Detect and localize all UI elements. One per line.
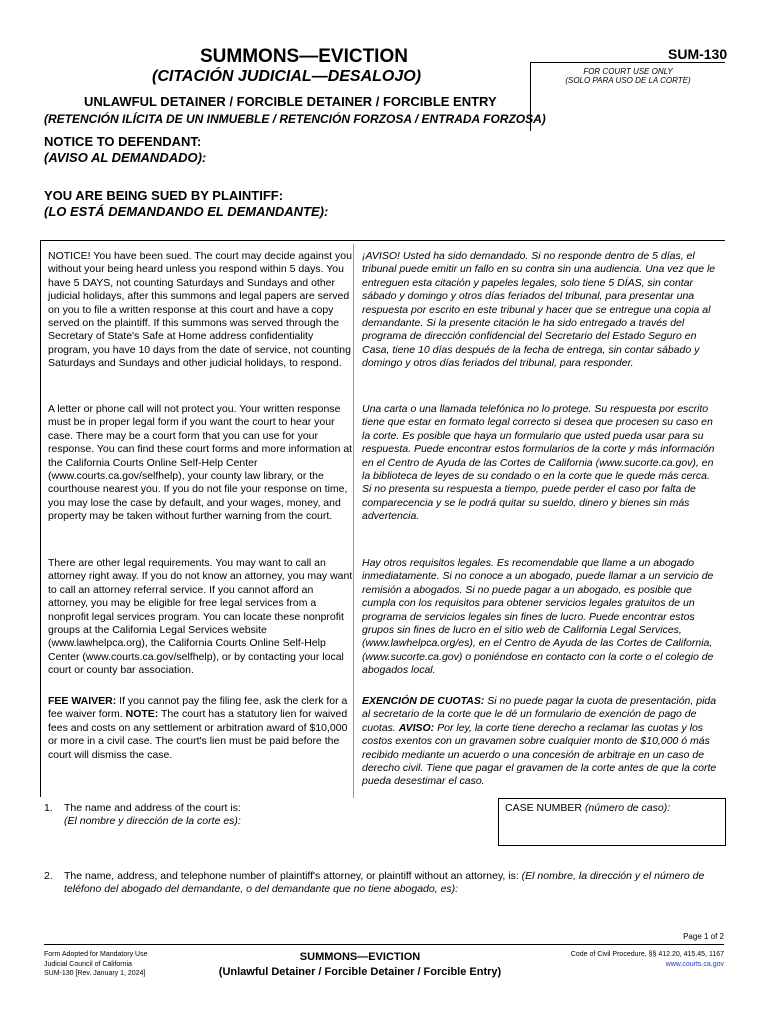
case-number-box[interactable] (498, 798, 726, 846)
footer-subtitle: (Unlawful Detainer / Forcible Detainer / Forcible Entry) (218, 966, 502, 978)
item-1-number: 1. (44, 802, 53, 814)
item-2-number: 2. (44, 870, 53, 882)
notice-to-defendant (44, 134, 206, 166)
form-number: SUM-130 (668, 46, 728, 62)
notice-paragraph-1-en: NOTICE! You have been sued. The court may decide against you without your being heard unless you respond within 5 days. You have 5 DAYS, not counting Saturdays and Sundays and other judicial holidays, after this summons and legal papers are served on you to file a written response at this court and have a copy served on the plaintiff. If this summons was served through the Secretary of State's Safe at Home address confidentiality program, you have 10 days from the date of service, not counting Saturdays and Sundays and other judicial holidays, to respond. (48, 250, 352, 370)
notice-paragraph-3-en: There are other legal requirements. You may want to call an attorney right away. If you do not know an attorney, you may want to call an attorney referral service. If you cannot afford an attorney, you may be eligible for free legal services from a nonprofit legal services program. You can locate these nonprofit groups at the California Legal Services website (www.lawhelpca.org), the California Courts Online Self-Help Center (www.courts.ca.gov/selfhelp), or by contacting your local court or county bar association. (48, 557, 353, 677)
footer-council: Judicial Council of California (44, 960, 132, 968)
fee-waiver-label-es: EXENCIÓN DE CUOTAS: (362, 695, 485, 707)
court-use-label: FOR COURT USE ONLY (583, 67, 673, 76)
form-subtitle-es: (CITACIÓN JUDICIAL—DESALOJO) (152, 68, 422, 85)
attorney-label: The name, address, and telephone number of plaintiff's attorney, or plaintiff without an attorney, is: (64, 870, 519, 882)
footer-title-block (180, 950, 540, 980)
fee-waiver-text-es-a: Si no puede pagar la cuota de presentación, pida al secretario de la corte que le dé un formulario de exención de pago de cuotas. (362, 695, 717, 734)
defendant-label-es: (AVISO AL DEMANDADO): (44, 150, 207, 165)
footer-revision: SUM-130 [Rev. January 1, 2024] (44, 970, 146, 977)
attorney-label-es: (El nombre, la dirección y el número de teléfono del abogado del demandante, o del demandante que no tiene abogado, es): (64, 870, 705, 896)
fee-waiver-note-es: AVISO: (398, 721, 435, 734)
fee-waiver-note: NOTE: (125, 708, 159, 721)
fee-waiver-text-es-b: Por ley, la corte tiene derecho a reclamar las cuotas y los costos exentos con un gravamen sobre cualquier monto de $10,000 ó más recibido mediante un acuerdo o una concesión de arbitraje en un caso de derecho civil. Tiene que pagar el gravamen de la corte antes de que la corte pueda desestimar el caso. (362, 721, 717, 788)
footer-right (530, 950, 724, 969)
item-1 (64, 802, 241, 829)
footer-adopted: Form Adopted for Mandatory Use (44, 951, 148, 958)
footer-code: Code of Civil Procedure, §§ 412.20, 415.45, 1167 (570, 951, 724, 958)
courts-website-link[interactable]: www.courts.ca.gov (665, 960, 724, 968)
court-name-label-es: (El nombre y dirección de la corte es): (64, 815, 241, 828)
page-number: Page 1 of 2 (683, 932, 724, 941)
notice-paragraph-3-es: Hay otros requisitos legales. Es recomendable que llame a un abogado inmediatamente. Si no conoce a un abogado, puede llamar a un servicio de remisión a abogados. Si no puede pagar a un abogado, es posible que cumpla con los requisitos para obtener servicios legales gratuitos de un programa de servicios legales sin fines de lucro. Puede encontrar estos grupos sin fines de lucro en el sitio web de California Legal Services, (www.lawhelpca.org/es), en el Centro de Ayuda de las Cortes de California, (www.sucorte.ca.gov) o poniéndose en contacto con la corte o el colegio de abogados local. (362, 557, 714, 677)
case-number-label: CASE NUMBER (número de caso): (505, 802, 671, 814)
footer-left (44, 950, 148, 979)
footer-rule (44, 944, 724, 945)
footer-title: SUMMONS—EVICTION (299, 951, 421, 963)
case-type-heading-es: (RETENCIÓN ILÍCITA DE UN INMUEBLE / RETENCIÓN FORZOSA / ENTRADA FORZOSA) (44, 112, 546, 126)
court-name-label: The name and address of the court is: (64, 802, 241, 814)
notice-paragraph-1-es: ¡AVISO! Usted ha sido demandado. Si no responde dentro de 5 días, el tribunal puede emitir un fallo en su contra sin una audiencia. Una vez que le entreguen esta citación y papeles legales, solo tiene 5 DÍAS, sin contar sábado y domingo y otros días feriados del tribunal, para presentar una respuesta por escrito en este tribunal y hacer que se entregue una copia al demandante. Si la presente citación le ha sido entregado a través del programa de dirección confidencial del Secretario del Estado Seguro en Casa, tiene 10 días después de la fecha de entrega, sin contar sábado y domingo y otros días feriados del tribunal, para responder. (362, 250, 716, 370)
notice-paragraph-2-en: A letter or phone call will not protect you. Your written response must be in proper legal form if you want the court to hear your case. There may be a court form that you can use for your response. You can find these court forms and more information at the California Courts Online Self-Help Center (www.courts.ca.gov/selfhelp), your county law library, or the courthouse nearest you. If you do not file your response on time, you may lose the case by default, and your wages, money, and property may be taken without further warning from the court. (48, 403, 353, 523)
fee-waiver-en (48, 695, 354, 762)
fee-waiver-text-a: If you cannot pay the filing fee, ask the clerk for a fee waiver form. (48, 695, 348, 721)
court-use-label-es: (SOLO PARA USO DE LA CORTE) (565, 76, 691, 85)
plaintiff-label: YOU ARE BEING SUED BY PLAINTIFF: (44, 188, 284, 203)
defendant-label: NOTICE TO DEFENDANT: (44, 134, 202, 149)
fee-waiver-es (362, 695, 722, 789)
notice-paragraph-2-es: Una carta o una llamada telefónica no lo protege. Su respuesta por escrito tiene que estar en formato legal correcto si desea que procesen su caso en la corte. Es posible que haya un formulario que usted pueda usar para su respuesta. Puede encontrar estos formularios de la corte y más información en el Centro de Ayuda de las Cortes de California (www.sucorte.ca.gov), en la biblioteca de leyes de su condado o en la corte que le quede más cerca. Si no presenta su respuesta a tiempo, puede perder el caso por falta de comparecencia y se le podrá quitar su sueldo, dinero y bienes sin más advertencia. (362, 403, 715, 523)
case-type-heading: UNLAWFUL DETAINER / FORCIBLE DETAINER / FORCIBLE ENTRY (84, 94, 497, 109)
form-title: SUMMONS—EVICTION (200, 46, 408, 67)
plaintiff-label-es: (LO ESTÁ DEMANDANDO EL DEMANDANTE): (44, 204, 329, 219)
plaintiff-section (44, 188, 328, 220)
fee-waiver-text-b: The court has a statutory lien for waived fees and costs on any settlement or arbitration award of $10,000 or more in a civil case. The court's lien must be paid before the court will dismiss the case. (48, 708, 348, 761)
item-2 (64, 870, 724, 897)
court-use-box (530, 62, 725, 131)
fee-waiver-label: FEE WAIVER: (48, 695, 117, 707)
